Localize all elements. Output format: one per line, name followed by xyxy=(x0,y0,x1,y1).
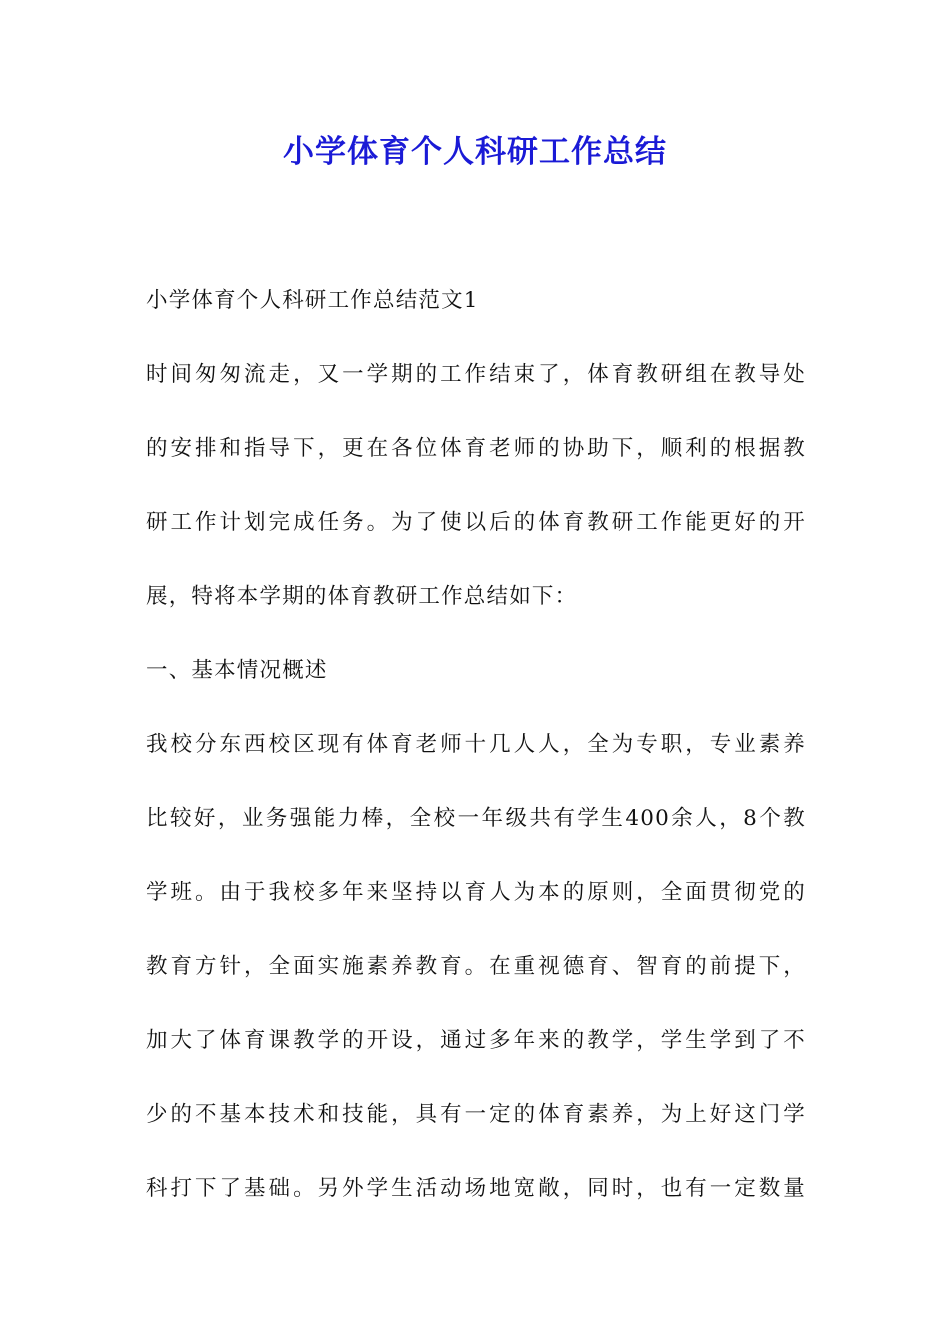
paragraph-line: 少的不基本技术和技能，具有一定的体育素养，为上好这门学 xyxy=(146,1102,806,1127)
document-body xyxy=(146,264,806,1226)
paragraph-line: 我校分东西校区现有体育老师十几人人，全为专职，专业素养 xyxy=(146,732,806,757)
paragraph-line: 比较好，业务强能力棒，全校一年级共有学生400余人，8个教 xyxy=(146,806,806,831)
section-heading-essay-1: 小学体育个人科研工作总结范文1 xyxy=(146,288,479,313)
section-heading-overview: 一、基本情况概述 xyxy=(146,658,328,683)
paragraph-line: 加大了体育课教学的开设，通过多年来的教学，学生学到了不 xyxy=(146,1028,806,1053)
paragraph-line: 科打下了基础。另外学生活动场地宽敞，同时，也有一定数量 xyxy=(146,1176,806,1201)
paragraph-line: 的安排和指导下，更在各位体育老师的协助下，顺利的根据教 xyxy=(146,436,806,461)
paragraph-line: 时间匆匆流走，又一学期的工作结束了，体育教研组在教导处 xyxy=(146,362,806,387)
paragraph-line: 学班。由于我校多年来坚持以育人为本的原则，全面贯彻党的 xyxy=(146,880,806,905)
paragraph-line: 教育方针，全面实施素养教育。在重视德育、智育的前提下， xyxy=(146,954,806,979)
paragraph-line: 展，特将本学期的体育教研工作总结如下： xyxy=(146,584,578,609)
paragraph-line: 研工作计划完成任务。为了使以后的体育教研工作能更好的开 xyxy=(146,510,806,535)
document-title: 小学体育个人科研工作总结 xyxy=(283,134,667,170)
